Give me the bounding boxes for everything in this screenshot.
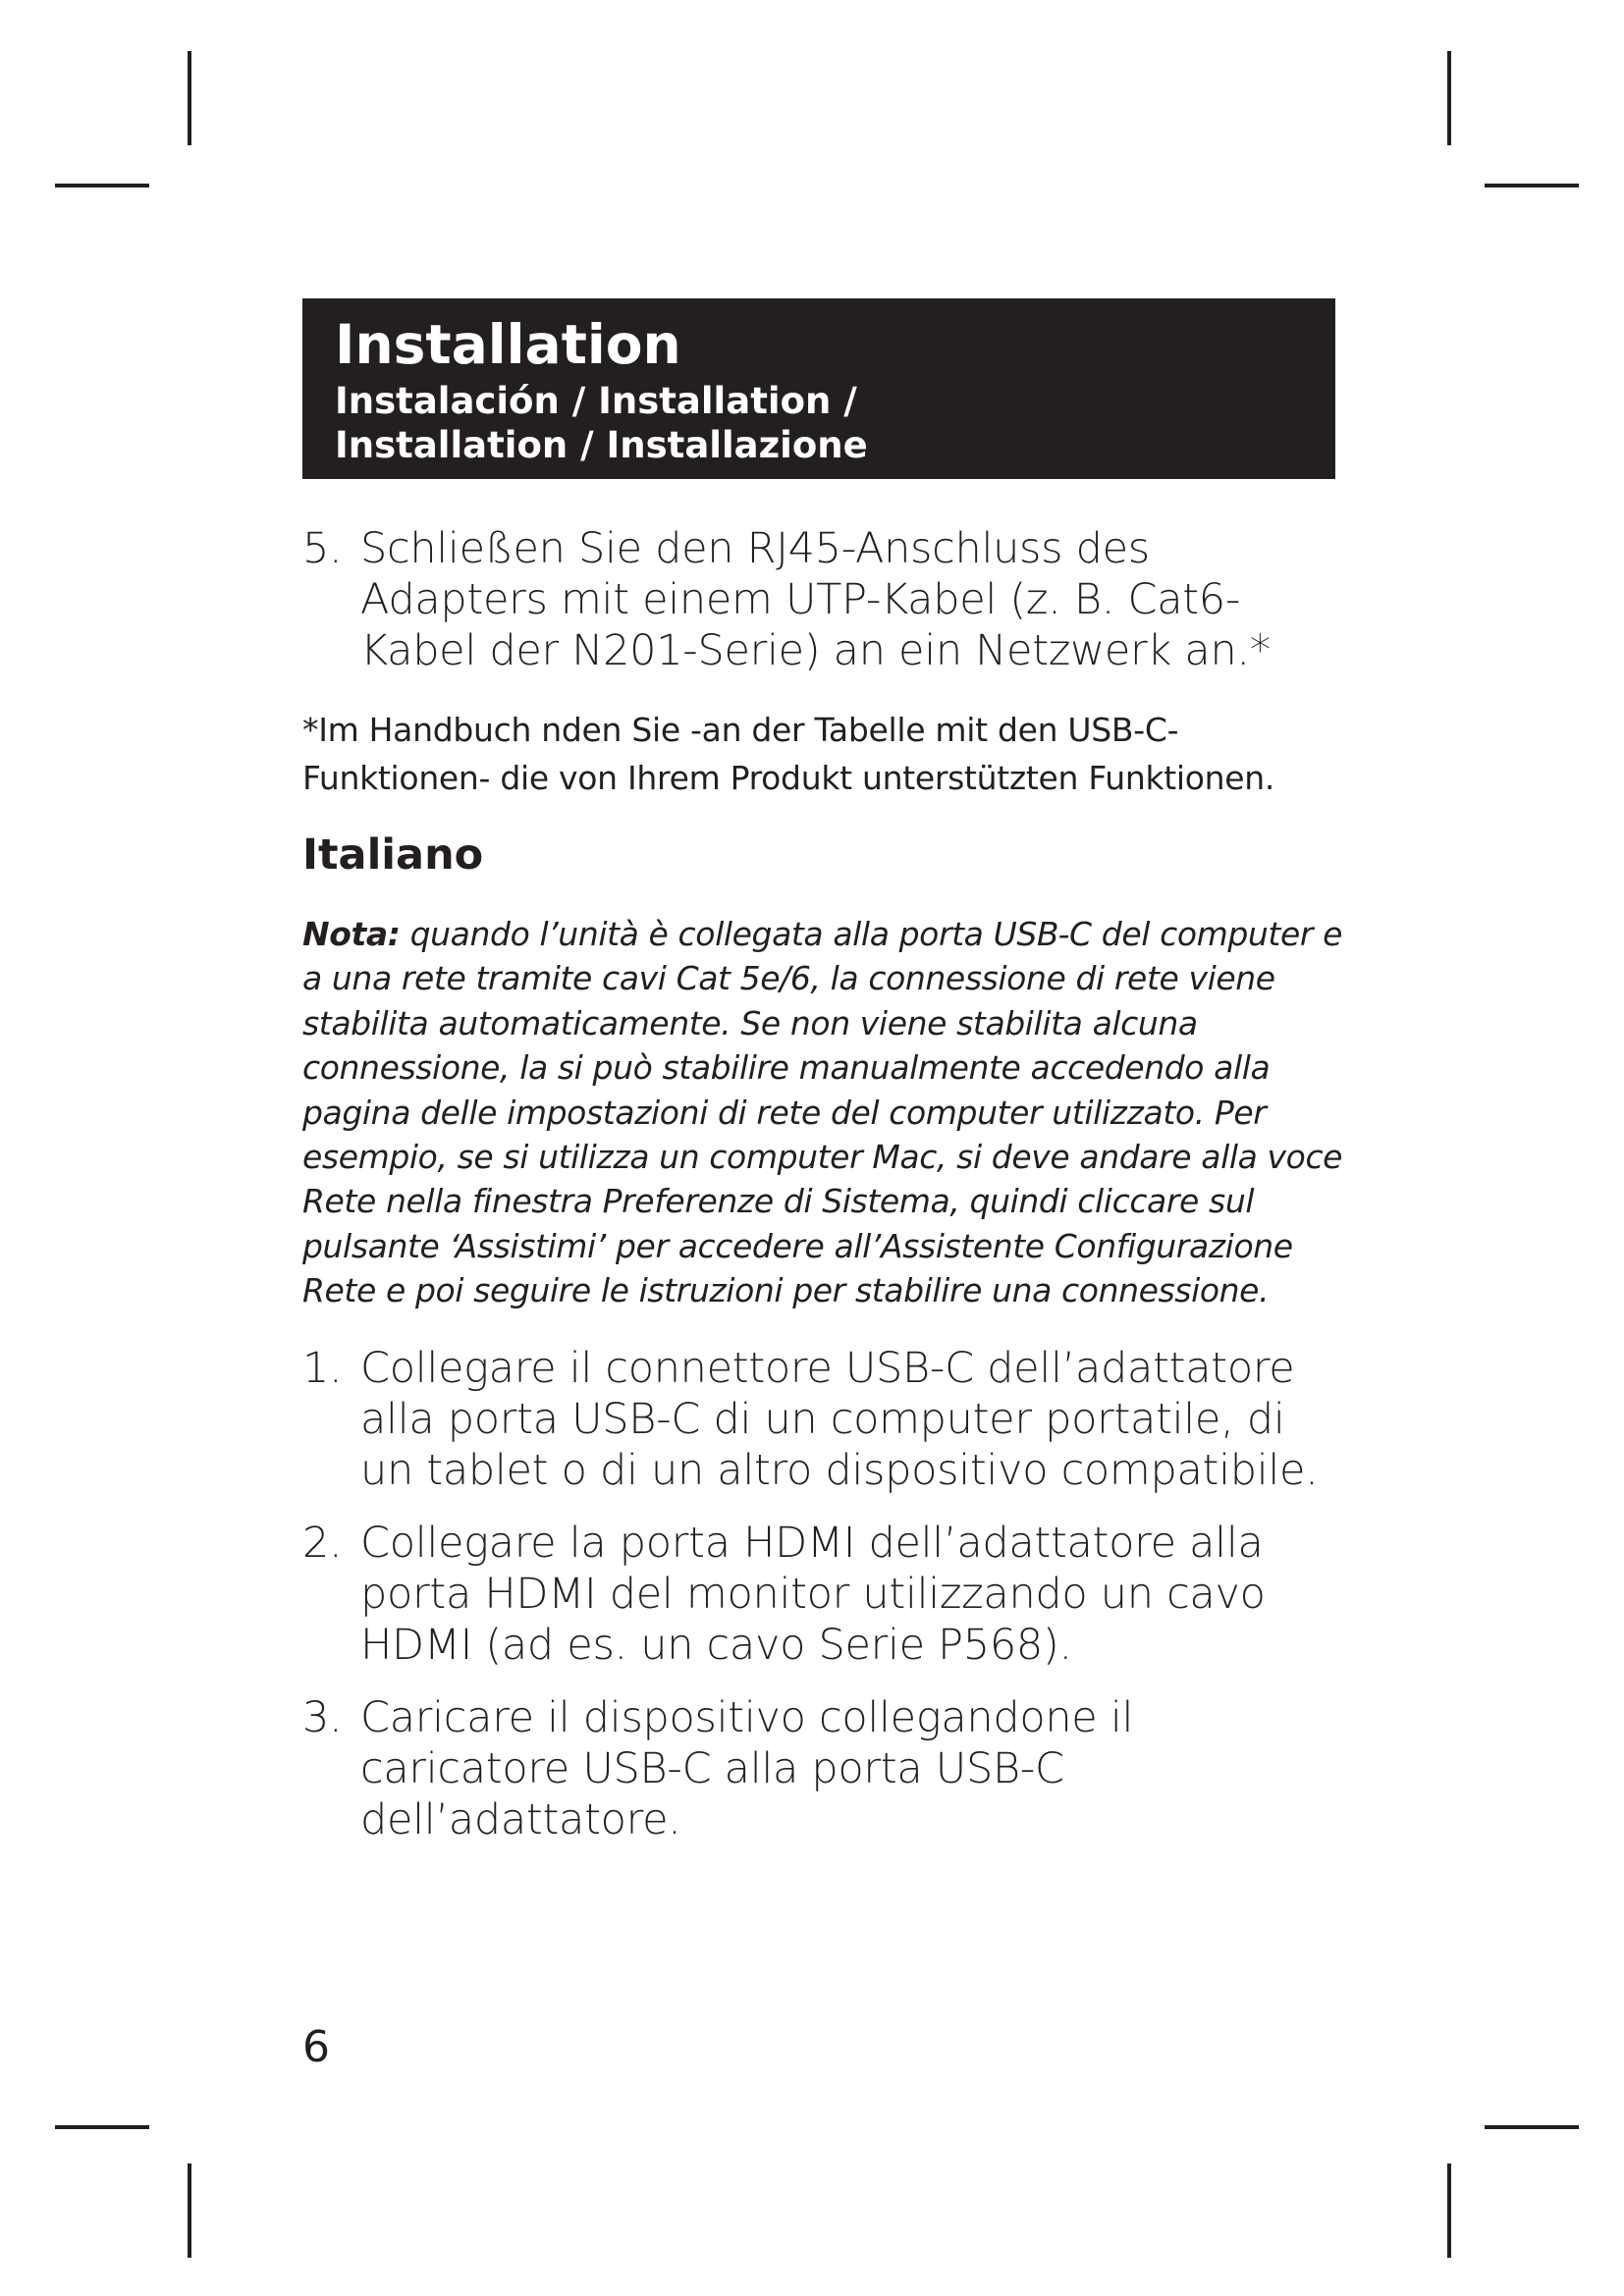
- step-number: 5.: [302, 524, 343, 573]
- page-number: 6: [302, 2022, 330, 2072]
- header-subtitle-line2: Installation / Installazione: [335, 424, 868, 466]
- crop-mark-bottom-left-horizontal: [55, 2125, 149, 2129]
- section-header: [302, 298, 1335, 479]
- step-number: 1.: [302, 1343, 343, 1393]
- step-text: Collegare il connettore USB-C dell’adattatore alla porta USB-C di un computer portatile, di un tablet o di un altro dispositivo compatibile.: [360, 1343, 1319, 1495]
- german-footnote: *Im Handbuch nden Sie -an der Tabelle mit den USB-C-Funktionen- die von Ihrem Produkt unterstützten Funktionen.: [302, 711, 1275, 797]
- crop-mark-top-right-vertical: [1447, 51, 1451, 145]
- step-text: Caricare il dispositivo collegandone il caricatore USB-C alla porta USB-C dell’adattatore.: [360, 1692, 1134, 1844]
- note-text: quando l’unità è collegata alla porta USB-C del computer e a una rete tramite cavi Cat 5e/6, la connessione di rete viene stabilita automaticamente. Se non viene stabilita alcuna connessione, la si può stabilire manualmente accedendo alla pagina delle impostazioni di rete del computer utilizzato. Per esempio, se si utilizza un computer Mac, si deve andare alla voce Rete nella finestra Preferenze di Sistema, quindi cliccare sul pulsante ‘Assistimi’ per accedere all’Assistente Configurazione Rete e poi seguire le istruzioni per stabilire una connessione.: [302, 915, 1343, 1310]
- step-text: Collegare la porta HDMI dell’adattatore alla porta HDMI del monitor utilizzando un cavo HDMI (ad es. un cavo Serie P568).: [360, 1518, 1266, 1670]
- italian-section-title: Italiano: [302, 830, 484, 880]
- crop-mark-top-right-horizontal: [1485, 184, 1579, 187]
- step-text: Schließen Sie den RJ45-Anschluss des Adapters mit einem UTP-Kabel (z. B. Cat6-Kabel der N201-Serie) an ein Netzwerk an.*: [360, 524, 1271, 675]
- header-title: Installation: [335, 313, 681, 376]
- note-label: Nota:: [302, 915, 401, 953]
- italian-note: [302, 912, 1345, 1313]
- step-number: 2.: [302, 1518, 343, 1568]
- italian-step-2: [302, 1518, 1345, 1671]
- german-step-5: [302, 523, 1345, 676]
- header-subtitle-line1: Instalación / Installation /: [335, 380, 857, 422]
- crop-mark-top-left-horizontal: [55, 184, 149, 187]
- step-number: 3.: [302, 1692, 343, 1742]
- crop-mark-bottom-right-vertical: [1447, 2163, 1451, 2258]
- italian-step-3: [302, 1692, 1345, 1845]
- crop-mark-top-left-vertical: [188, 51, 191, 145]
- italian-step-1: [302, 1343, 1345, 1496]
- page-content: [302, 523, 1345, 1845]
- italian-steps-list: [302, 1343, 1345, 1845]
- crop-mark-bottom-left-vertical: [188, 2163, 191, 2258]
- crop-mark-bottom-right-horizontal: [1485, 2125, 1579, 2129]
